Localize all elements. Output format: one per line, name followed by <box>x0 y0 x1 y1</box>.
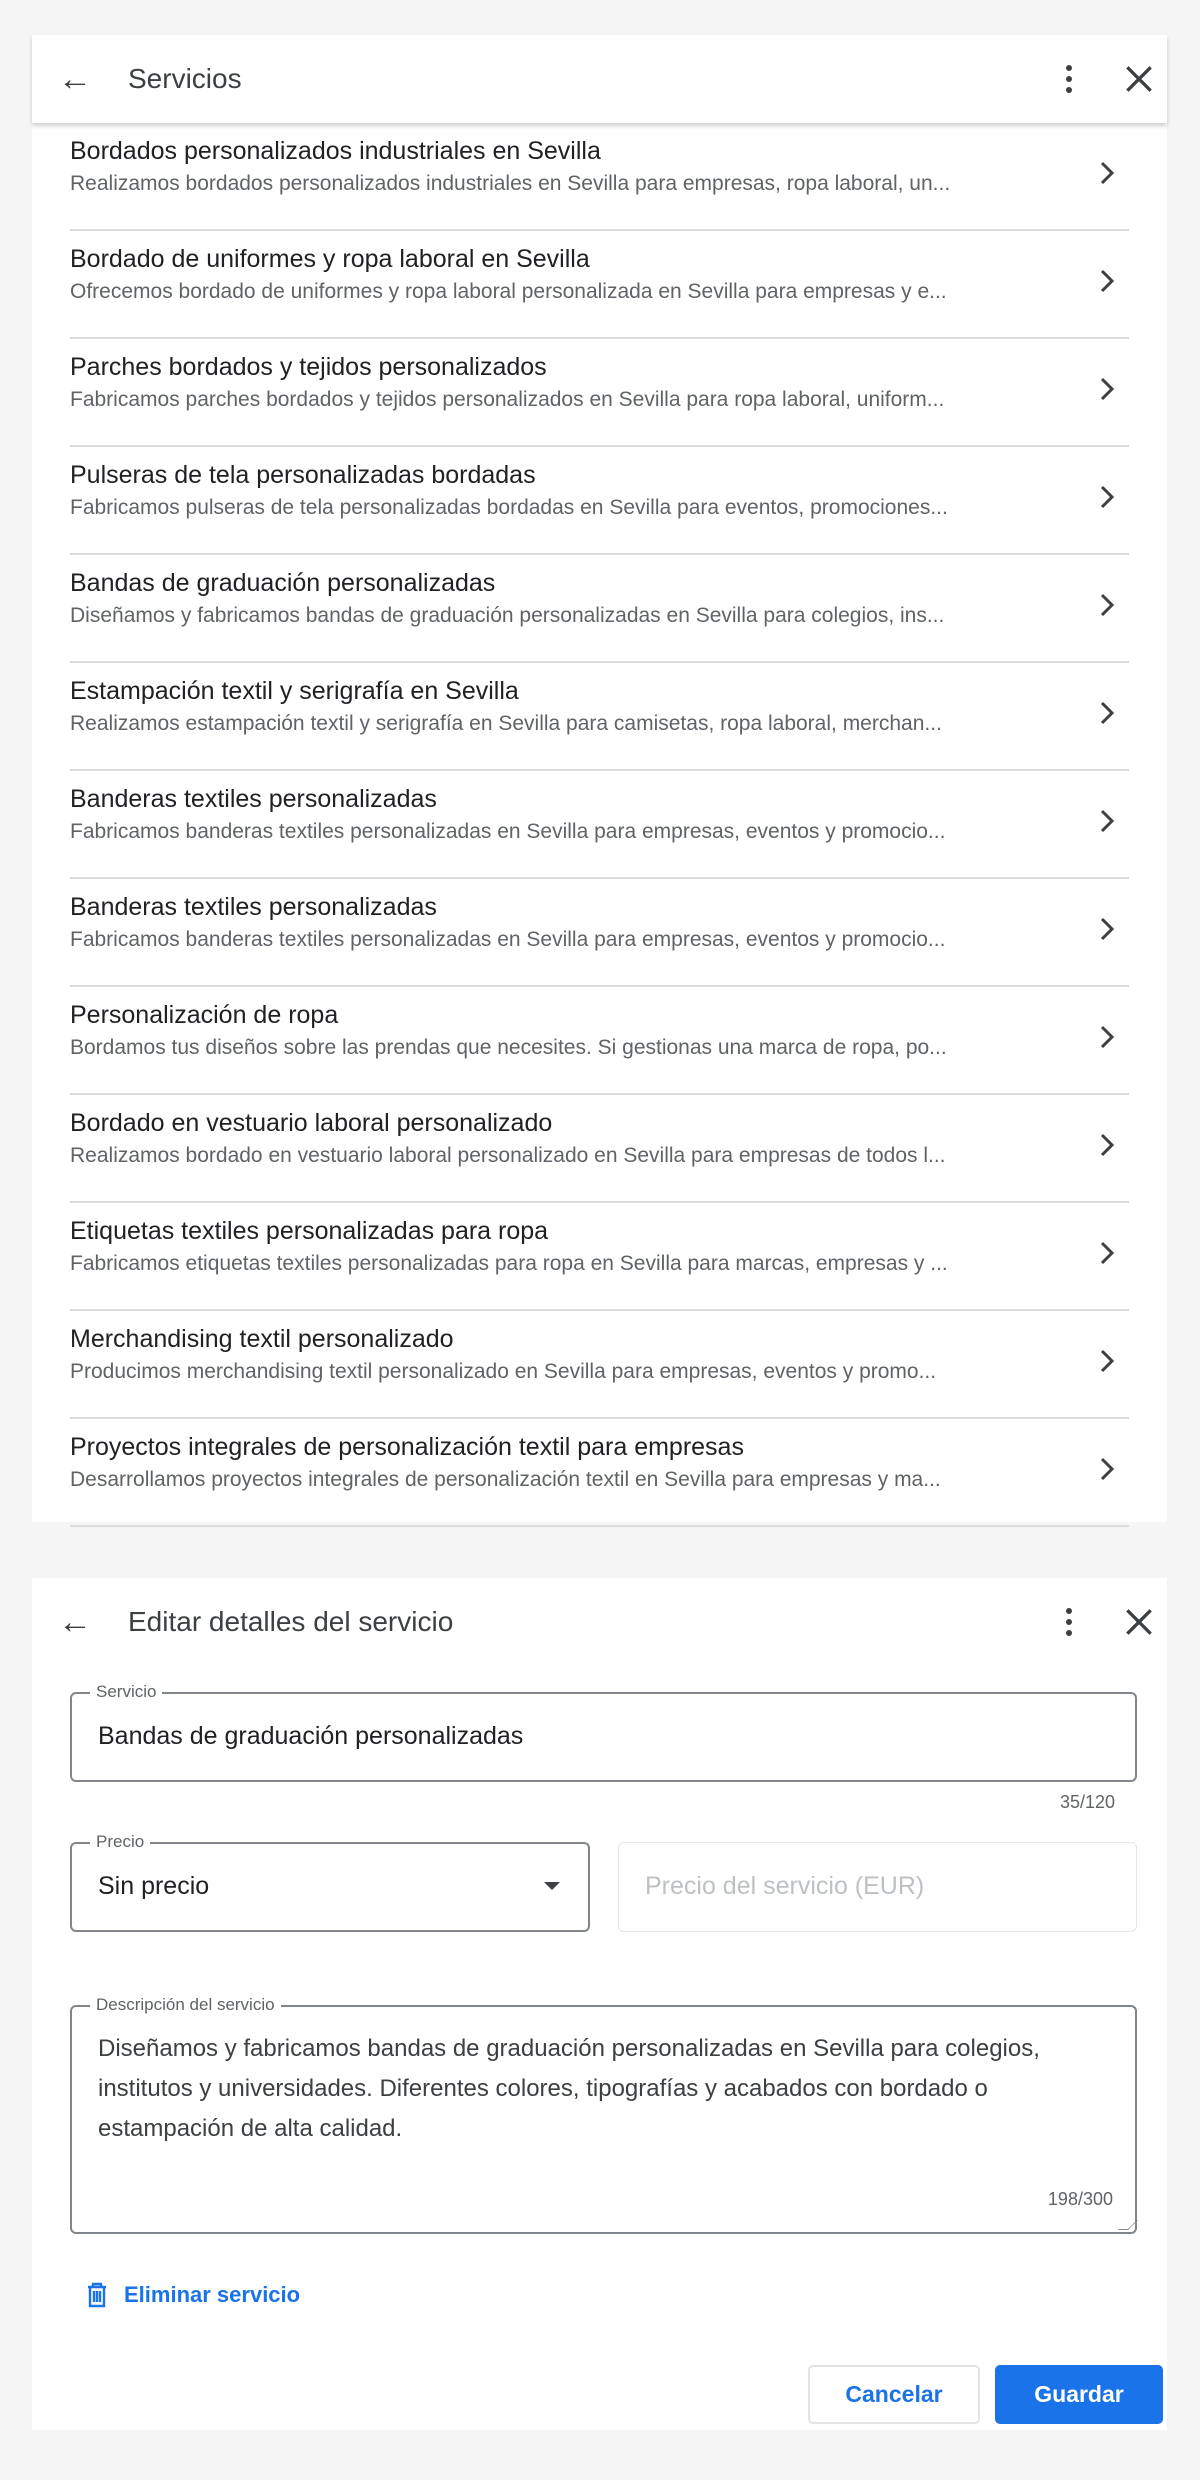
page-title: Servicios <box>128 63 242 94</box>
chevron-right-icon[interactable] <box>1095 153 1121 193</box>
service-list-item[interactable] <box>70 1419 1129 1527</box>
service-description: Realizamos bordado en vestuario laboral personalizado en Sevilla para empresas de todos l... <box>70 1144 946 1167</box>
cancel-button[interactable]: Cancelar <box>808 2365 980 2424</box>
chevron-right-icon[interactable] <box>1095 369 1121 409</box>
service-title: Proyectos integrales de personalización textil para empresas <box>70 1433 744 1461</box>
service-description: Bordamos tus diseños sobre las prendas que necesites. Si gestionas una marca de ropa, po... <box>70 1036 947 1059</box>
price-amount-input[interactable] <box>618 1842 1137 1932</box>
chevron-right-icon[interactable] <box>1095 909 1121 949</box>
service-title: Personalización de ropa <box>70 1001 339 1029</box>
price-type-select[interactable] <box>70 1832 590 1932</box>
service-title: Bordado de uniformes y ropa laboral en Sevilla <box>70 245 590 273</box>
chevron-right-icon[interactable] <box>1095 261 1121 301</box>
close-icon[interactable] <box>1119 1602 1159 1642</box>
service-description: Ofrecemos bordado de uniformes y ropa laboral personalizada en Sevilla para empresas y e... <box>70 280 947 303</box>
description-textarea[interactable] <box>70 1995 1137 2234</box>
save-button[interactable]: Guardar <box>995 2365 1163 2424</box>
description-counter: 198/300 <box>1047 2189 1113 2209</box>
services-header <box>32 35 1167 123</box>
service-name-value: Bandas de graduación personalizadas <box>98 1722 524 1750</box>
service-description: Realizamos bordados personalizados industriales en Sevilla para empresas, ropa laboral, un... <box>70 172 951 195</box>
service-list-item[interactable] <box>70 663 1129 771</box>
service-description: Diseñamos y fabricamos bandas de graduación personalizadas en Sevilla para colegios, ins... <box>70 604 945 627</box>
service-list-item[interactable] <box>70 987 1129 1095</box>
dropdown-arrow-icon <box>544 1882 560 1890</box>
service-name-input[interactable] <box>70 1682 1137 1782</box>
chevron-right-icon[interactable] <box>1095 801 1121 841</box>
service-title: Estampación textil y serigrafía en Sevilla <box>70 677 519 705</box>
chevron-right-icon[interactable] <box>1095 585 1121 625</box>
service-description: Fabricamos etiquetas textiles personalizadas para ropa en Sevilla para marcas, empresas y ... <box>70 1252 948 1275</box>
service-list-item[interactable] <box>70 771 1129 879</box>
price-label: Precio <box>90 1832 150 1852</box>
trash-icon <box>86 2282 108 2308</box>
services-list <box>70 123 1129 1527</box>
service-description: Producimos merchandising textil personalizado en Sevilla para empresas, eventos y promo... <box>70 1360 937 1383</box>
service-title: Banderas textiles personalizadas <box>70 893 437 921</box>
more-options-icon[interactable] <box>1059 1608 1079 1636</box>
service-title: Banderas textiles personalizadas <box>70 785 437 813</box>
service-title: Etiquetas textiles personalizadas para ropa <box>70 1217 549 1245</box>
chevron-right-icon[interactable] <box>1095 693 1121 733</box>
service-name-label: Servicio <box>90 1682 162 1702</box>
service-list-item[interactable] <box>70 231 1129 339</box>
service-title: Bandas de graduación personalizadas <box>70 569 496 597</box>
more-options-icon[interactable] <box>1059 65 1079 93</box>
back-arrow-icon[interactable]: ← <box>58 1602 92 1641</box>
service-name-counter: 35/120 <box>1059 1792 1115 1812</box>
chevron-right-icon[interactable] <box>1095 1449 1121 1489</box>
service-description: Desarrollamos proyectos integrales de personalización textil en Sevilla para empresas y ma... <box>70 1468 941 1491</box>
resize-handle-icon[interactable] <box>1118 2220 1138 2230</box>
chevron-right-icon[interactable] <box>1095 1233 1121 1273</box>
service-list-item[interactable] <box>70 339 1129 447</box>
service-list-item[interactable] <box>70 1311 1129 1419</box>
service-title: Bordados personalizados industriales en Sevilla <box>70 137 601 165</box>
service-title: Merchandising textil personalizado <box>70 1325 454 1353</box>
page-title: Editar detalles del servicio <box>128 1606 454 1637</box>
chevron-right-icon[interactable] <box>1095 477 1121 517</box>
service-title: Bordado en vestuario laboral personalizado <box>70 1109 553 1137</box>
service-list-item[interactable] <box>70 879 1129 987</box>
service-description: Realizamos estampación textil y serigrafía en Sevilla para camisetas, ropa laboral, merchan... <box>70 712 942 735</box>
edit-header <box>32 1578 1167 1666</box>
delete-service-link[interactable] <box>86 2282 300 2308</box>
service-title: Pulseras de tela personalizadas bordadas <box>70 461 536 489</box>
service-list-item[interactable] <box>70 555 1129 663</box>
chevron-right-icon[interactable] <box>1095 1017 1121 1057</box>
service-description: Fabricamos banderas textiles personalizadas en Sevilla para empresas, eventos y promocio... <box>70 928 946 951</box>
service-title: Parches bordados y tejidos personalizados <box>70 353 547 381</box>
services-panel <box>32 35 1167 1522</box>
delete-service-label: Eliminar servicio <box>124 2282 301 2307</box>
price-type-value: Sin precio <box>98 1872 210 1900</box>
edit-service-panel <box>32 1578 1167 2430</box>
service-list-item[interactable] <box>70 1095 1129 1203</box>
service-list-item[interactable] <box>70 123 1129 231</box>
service-list-item[interactable] <box>70 1203 1129 1311</box>
service-list-item[interactable] <box>70 447 1129 555</box>
close-icon[interactable] <box>1119 59 1159 99</box>
chevron-right-icon[interactable] <box>1095 1341 1121 1381</box>
chevron-right-icon[interactable] <box>1095 1125 1121 1165</box>
service-description: Fabricamos pulseras de tela personalizadas bordadas en Sevilla para eventos, promociones... <box>70 496 948 519</box>
service-description: Fabricamos parches bordados y tejidos personalizados en Sevilla para ropa laboral, uniform... <box>70 388 945 411</box>
service-description: Fabricamos banderas textiles personalizadas en Sevilla para empresas, eventos y promocio... <box>70 820 946 843</box>
back-arrow-icon[interactable]: ← <box>58 59 92 98</box>
description-label: Descripción del servicio <box>90 1995 281 2015</box>
price-amount-placeholder: Precio del servicio (EUR) <box>645 1872 925 1900</box>
description-value: Diseñamos y fabricamos bandas de graduación personalizadas en Sevilla para colegios, institutos y universidades. Diferentes colores, tipografías y acabados con bordado o estampación de alta calidad. <box>98 2035 1040 2142</box>
